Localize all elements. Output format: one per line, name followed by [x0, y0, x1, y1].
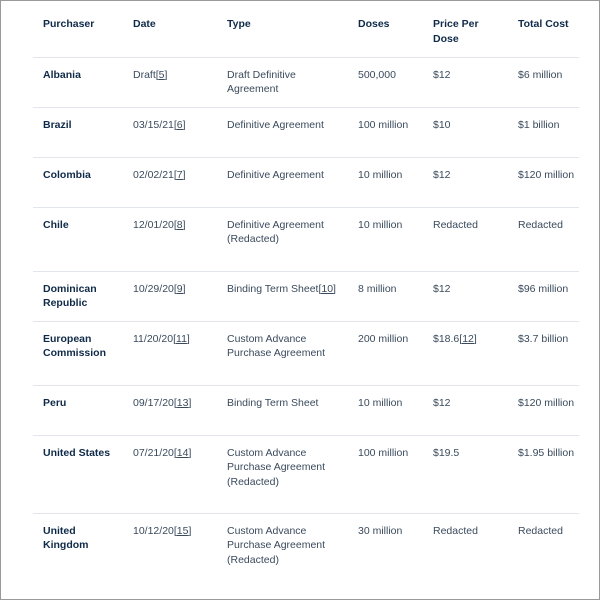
header-type: Type — [227, 18, 251, 30]
date-text: 12/01/20 — [133, 218, 174, 231]
type-text: Binding Term Sheet — [227, 396, 319, 409]
cell-price — [423, 107, 508, 157]
table-row — [33, 207, 579, 271]
cell-purchaser: Peru — [43, 396, 67, 409]
cell-type — [217, 207, 348, 271]
cell-doses: 100 million — [358, 118, 409, 131]
cell-doses: 30 million — [358, 524, 403, 537]
table-body — [33, 57, 579, 591]
header-price-per-dose: Price Per Dose — [433, 18, 479, 45]
cell-type — [217, 157, 348, 207]
cell-total-cost: $120 million — [518, 168, 575, 181]
cell-purchaser: Dominican Republic — [43, 282, 97, 309]
cell-price — [423, 207, 508, 271]
price-text: Redacted — [433, 218, 478, 231]
cell-total-cost: $3.7 billion — [518, 332, 569, 345]
price-text: $12 — [433, 396, 451, 409]
table-header — [33, 7, 579, 57]
cell-date — [123, 57, 217, 107]
date-text: 09/17/20 — [133, 396, 174, 409]
cell-purchaser: European Commission — [43, 332, 107, 359]
cell-type — [217, 271, 348, 321]
header-doses: Doses — [358, 18, 390, 30]
type-text: Definitive Agreement — [227, 118, 324, 131]
date-text: 02/02/21 — [133, 168, 174, 181]
price-text: $19.5 — [433, 446, 460, 459]
cell-purchaser: United States — [43, 446, 111, 459]
table-row — [33, 321, 579, 385]
cell-doses: 10 million — [358, 168, 403, 181]
table-row — [33, 107, 579, 157]
header-purchaser: Purchaser — [43, 18, 95, 30]
citation-link[interactable]: [7] — [173, 168, 186, 181]
citation-link[interactable]: [13] — [173, 396, 192, 409]
cell-type — [217, 513, 348, 591]
cell-date — [123, 435, 217, 513]
date-text: 10/29/20 — [133, 282, 174, 295]
cell-type — [217, 435, 348, 513]
cell-price — [423, 385, 508, 435]
header-total-cost: Total Cost — [518, 18, 569, 30]
cell-purchaser: Chile — [43, 218, 69, 231]
date-text: 07/21/20 — [133, 446, 174, 459]
price-text: $18.6 — [433, 332, 460, 345]
price-text: $10 — [433, 118, 451, 131]
cell-date — [123, 385, 217, 435]
citation-link[interactable]: [6] — [173, 118, 186, 131]
type-text: Custom Advance Purchase Agreement (Redacted) — [227, 524, 326, 566]
cell-price — [423, 321, 508, 385]
cell-date — [123, 321, 217, 385]
header-date: Date — [133, 18, 156, 30]
cell-type — [217, 385, 348, 435]
cell-doses: 10 million — [358, 218, 403, 231]
cell-doses: 100 million — [358, 446, 409, 459]
price-text: $12 — [433, 68, 451, 81]
citation-link[interactable]: [12] — [459, 332, 477, 345]
cell-price — [423, 435, 508, 513]
cell-date — [123, 207, 217, 271]
purchase-table — [33, 7, 579, 591]
citation-link[interactable]: [9] — [173, 282, 186, 295]
cell-type — [217, 57, 348, 107]
cell-price — [423, 157, 508, 207]
citation-link[interactable]: [5] — [155, 68, 168, 81]
cell-total-cost: Redacted — [518, 524, 563, 537]
cell-type — [217, 321, 348, 385]
table-row — [33, 513, 579, 591]
cell-total-cost: Redacted — [518, 218, 563, 231]
type-text: Draft Definitive Agreement — [227, 68, 296, 95]
date-text: 10/12/20 — [133, 524, 174, 537]
cell-date — [123, 107, 217, 157]
price-text: $12 — [433, 168, 451, 181]
cell-purchaser: Colombia — [43, 168, 91, 181]
cell-total-cost: $1.95 billion — [518, 446, 575, 459]
table-row — [33, 271, 579, 321]
cell-purchaser: Albania — [43, 68, 81, 81]
citation-link[interactable]: [14] — [173, 446, 192, 459]
cell-doses: 500,000 — [358, 68, 396, 81]
type-text: Custom Advance Purchase Agreement (Redacted) — [227, 446, 326, 488]
citation-link[interactable]: [10] — [318, 282, 336, 295]
cell-purchaser: Brazil — [43, 118, 72, 131]
citation-link[interactable]: [8] — [173, 218, 186, 231]
type-text: Binding Term Sheet — [227, 282, 319, 295]
header-row — [33, 7, 579, 57]
cell-total-cost: $1 billion — [518, 118, 560, 131]
type-text: Definitive Agreement — [227, 168, 324, 181]
cell-price — [423, 57, 508, 107]
table-row — [33, 157, 579, 207]
cell-doses: 8 million — [358, 282, 397, 295]
date-text: 03/15/21 — [133, 118, 174, 131]
date-text: 11/20/20 — [133, 332, 174, 345]
cell-doses: 10 million — [358, 396, 403, 409]
cell-price — [423, 271, 508, 321]
cell-total-cost: $96 million — [518, 282, 569, 295]
table-row — [33, 435, 579, 513]
price-text: Redacted — [433, 524, 478, 537]
type-text: Custom Advance Purchase Agreement — [227, 332, 326, 359]
cell-price — [423, 513, 508, 591]
citation-link[interactable]: [11] — [173, 332, 190, 345]
price-text: $12 — [433, 282, 451, 295]
cell-type — [217, 107, 348, 157]
table-row — [33, 385, 579, 435]
cell-total-cost: $6 million — [518, 68, 563, 81]
citation-link[interactable]: [15] — [173, 524, 192, 537]
cell-date — [123, 157, 217, 207]
date-text: Draft — [133, 68, 156, 81]
cell-purchaser: United Kingdom — [43, 524, 89, 551]
table-row — [33, 57, 579, 107]
cell-date — [123, 513, 217, 591]
cell-total-cost: $120 million — [518, 396, 575, 409]
cell-date — [123, 271, 217, 321]
cell-doses: 200 million — [358, 332, 409, 345]
type-text: Definitive Agreement (Redacted) — [227, 218, 324, 245]
